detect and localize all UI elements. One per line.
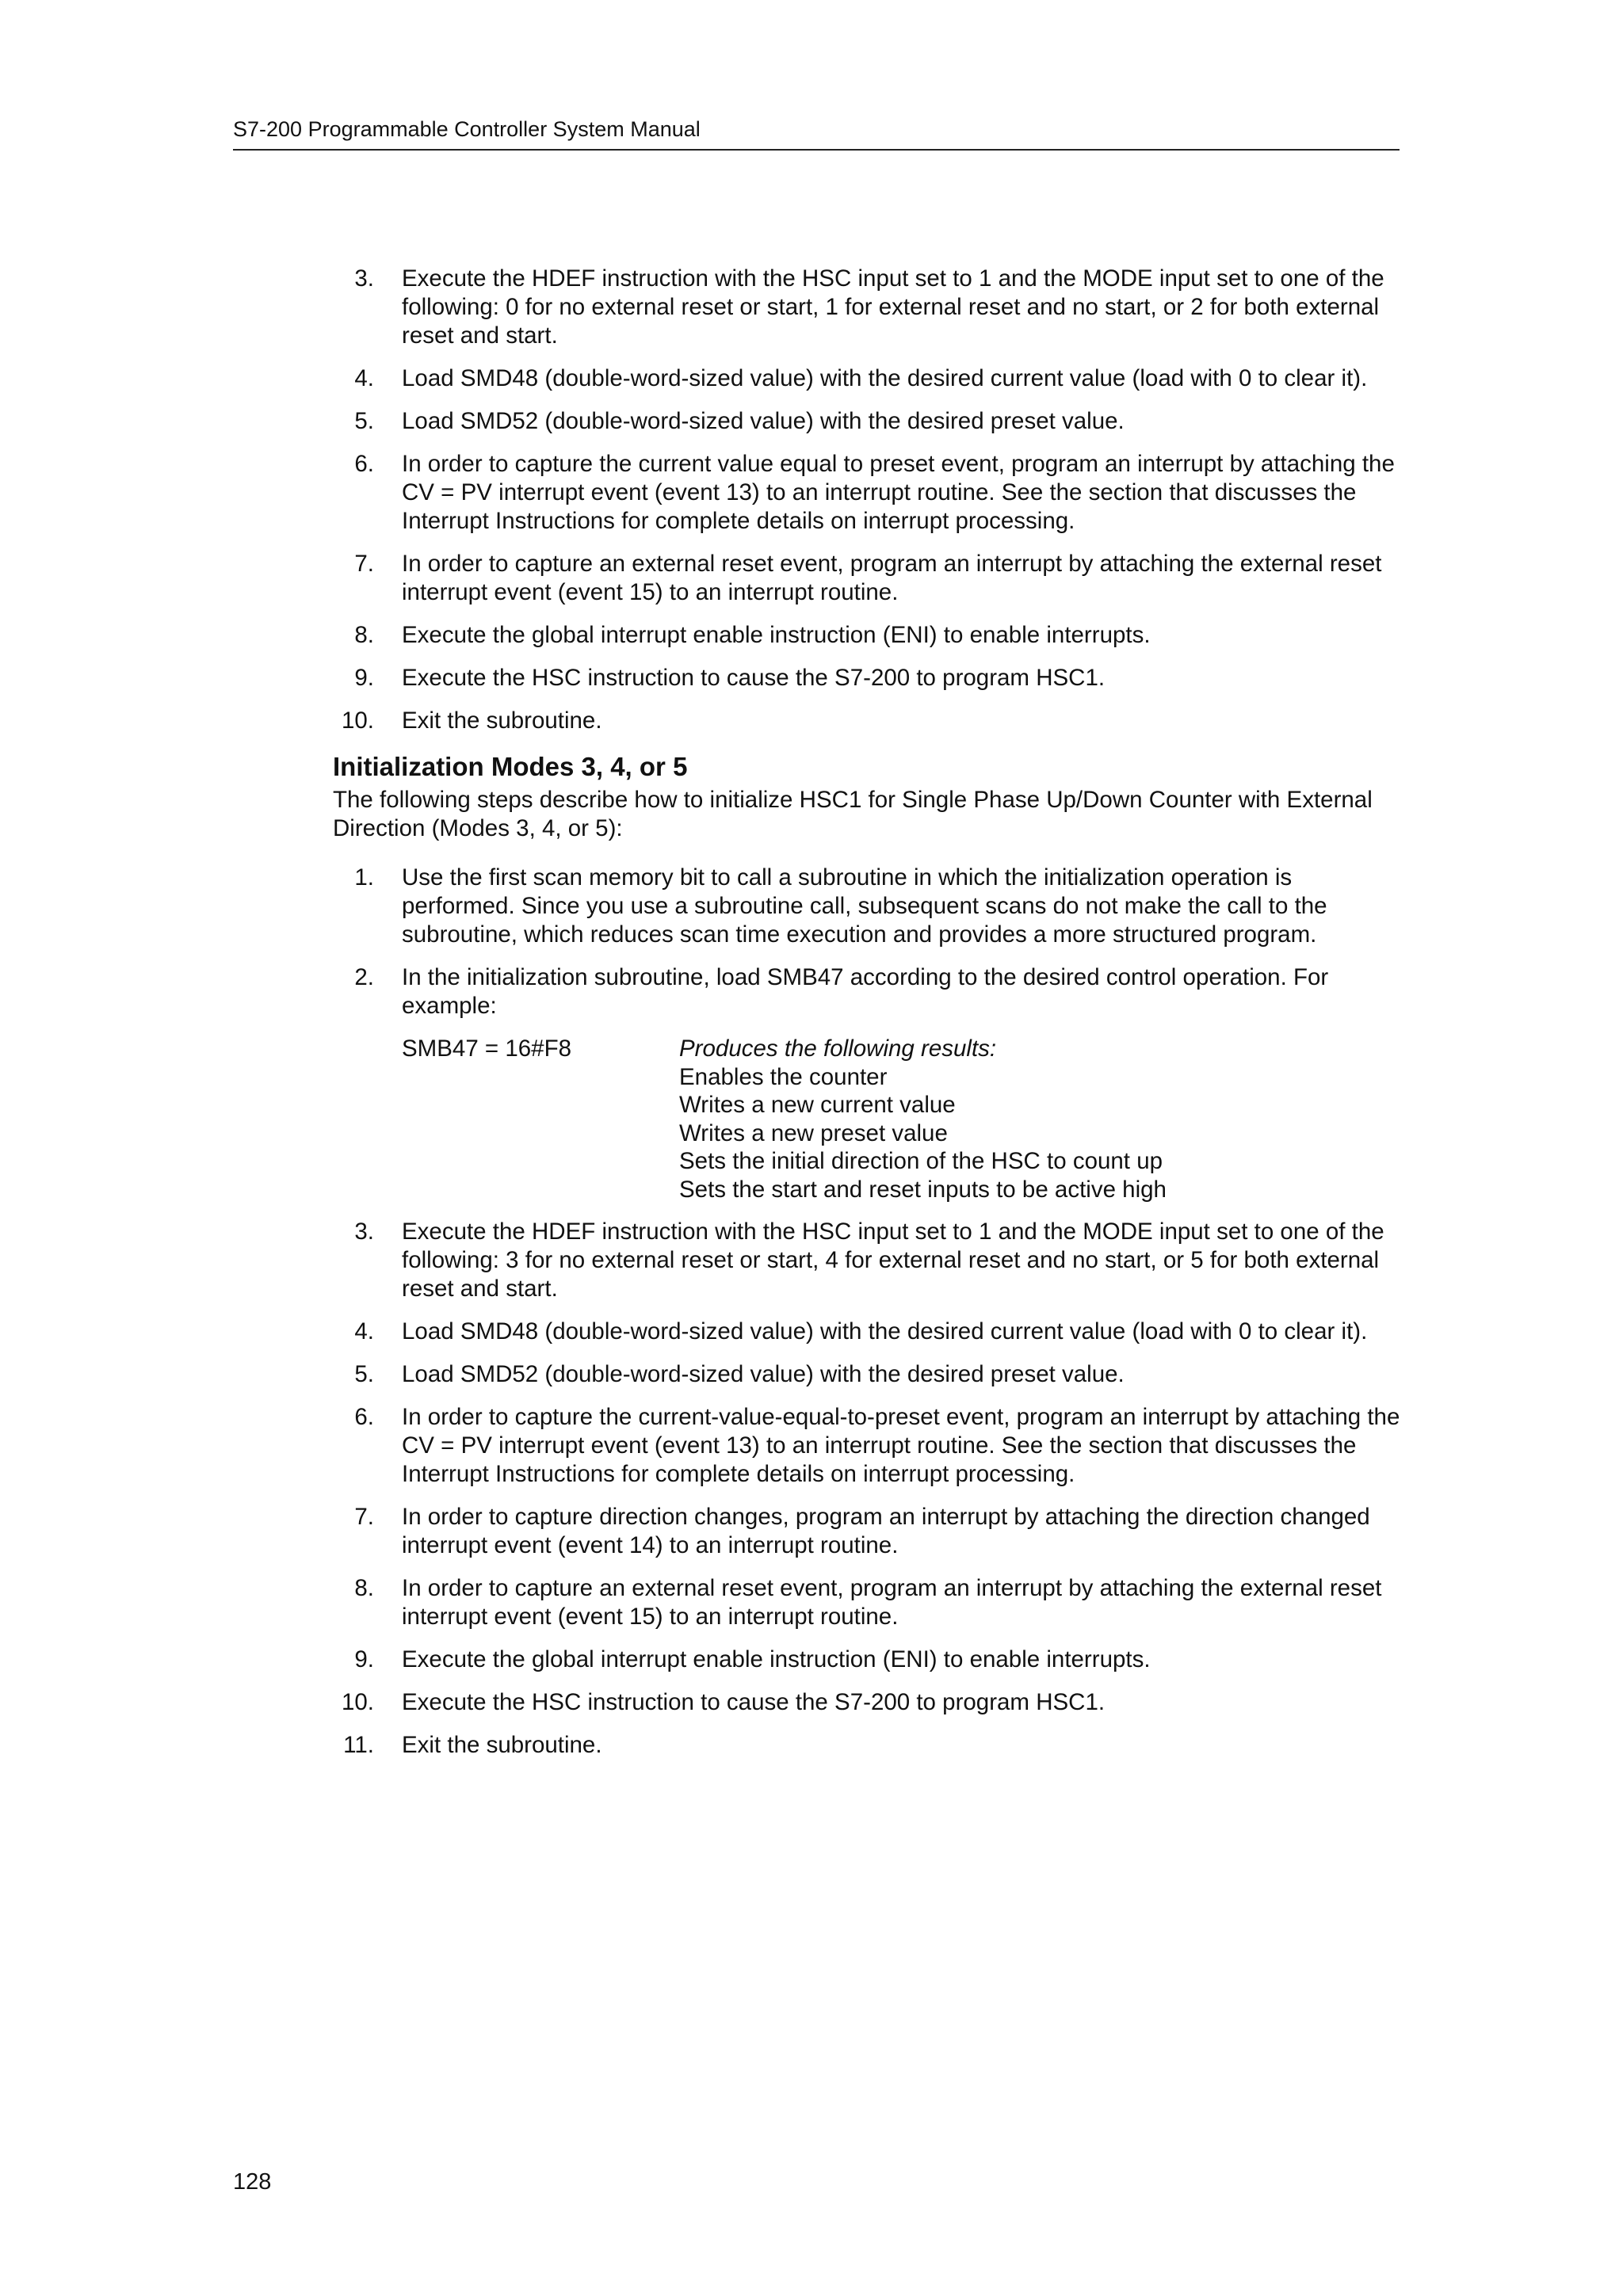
code-example [402,1035,1403,1203]
step-number: 10. [341,1689,374,1715]
result-line: Writes a new current value [679,1092,956,1118]
result-line: Enables the counter [679,1063,888,1090]
step-number: 6. [354,1404,374,1430]
step-number: 3. [354,1219,374,1245]
step-number: 3. [354,265,374,292]
step-number: 9. [354,1646,374,1672]
list-item [333,364,1403,393]
step-text: In order to capture an external reset event, program an interrupt by attaching the external reset interrupt event (event 15) to an interrupt routine. [402,551,1382,605]
list-item [333,1360,1403,1389]
list-item [333,1731,1403,1760]
step-number: 7. [354,551,374,577]
list-item [333,707,1403,735]
step-text: Exit the subroutine. [402,707,602,734]
step-text: Load SMD52 (double-word-sized value) with the desired preset value. [402,408,1125,434]
list-item [333,864,1403,949]
step-number: 2. [354,964,374,990]
step-number: 8. [354,1575,374,1601]
step-text: Execute the HSC instruction to cause the S7-200 to program HSC1. [402,665,1106,691]
running-header: S7-200 Programmable Controller System Manual [233,116,1400,151]
step-text: In order to capture the current-value-equal-to-preset event, program an interrupt by attaching the CV = PV interrupt event (event 13) to an interrupt routine. See the section that discusses the Interrupt Instructions for complete details on interrupt processing. [402,1404,1400,1487]
step-number: 5. [354,408,374,434]
list-item [333,550,1403,607]
step-text: Exit the subroutine. [402,1732,602,1758]
step-number: 10. [341,707,374,734]
step-text: Use the first scan memory bit to call a subroutine in which the initialization operation is performed. Since you use a subroutine call, subsequent scans do not make the call to the subroutine, which reduces scan time execution and provides a more structured program. [402,864,1327,948]
list-item [333,1503,1403,1560]
step-text: Load SMD48 (double-word-sized value) with the desired current value (load with 0 to clear it). [402,365,1368,391]
steps-list-continued [333,265,1403,735]
list-item [333,664,1403,692]
step-number: 5. [354,1361,374,1387]
section-heading: Initialization Modes 3, 4, or 5 [333,752,688,781]
result-line: Sets the initial direction of the HSC to count up [679,1148,1163,1174]
steps-list-init [333,864,1403,1760]
section-intro: The following steps describe how to initialize HSC1 for Single Phase Up/Down Counter with External Direction (Modes 3, 4, or 5): [333,787,1373,841]
list-item [333,450,1403,536]
list-item [333,1403,1403,1489]
step-number: 4. [354,365,374,391]
result-line: Writes a new preset value [679,1119,948,1146]
step-number: 11. [343,1732,374,1758]
step-text: In order to capture an external reset event, program an interrupt by attaching the external reset interrupt event (event 15) to an interrupt routine. [402,1575,1382,1630]
list-item [333,265,1403,350]
list-item [333,1688,1403,1717]
list-item [333,1574,1403,1631]
list-item [333,963,1403,1203]
list-item [333,407,1403,436]
page-content [333,265,1403,1774]
step-number: 7. [354,1504,374,1530]
example-results [679,1035,1167,1203]
step-number: 1. [354,864,374,891]
list-item [333,621,1403,650]
step-text: Execute the HDEF instruction with the HSC input set to 1 and the MODE input set to one of the following: 3 for no external reset or start, 4 for external reset and no start, or 5 for both external reset and start. [402,1219,1384,1302]
page-number: 128 [233,2169,272,2195]
step-text: Execute the HSC instruction to cause the S7-200 to program HSC1. [402,1689,1106,1715]
step-text: In order to capture direction changes, program an interrupt by attaching the direction changed interrupt event (event 14) to an interrupt routine. [402,1504,1370,1558]
result-line: Sets the start and reset inputs to be active high [679,1176,1167,1203]
list-item [333,1646,1403,1674]
step-number: 4. [354,1318,374,1344]
step-text: Execute the global interrupt enable instruction (ENI) to enable interrupts. [402,1646,1151,1672]
step-text: Execute the HDEF instruction with the HSC input set to 1 and the MODE input set to one of the following: 0 for no external reset or start, 1 for external reset and no start, or 2 for both external reset and start. [402,265,1384,349]
step-number: 8. [354,622,374,648]
results-lead: Produces the following results: [679,1035,997,1062]
step-number: 6. [354,451,374,477]
step-text: Execute the global interrupt enable instruction (ENI) to enable interrupts. [402,622,1151,648]
step-text: In order to capture the current value equal to preset event, program an interrupt by attaching the CV = PV interrupt event (event 13) to an interrupt routine. See the section that discusses the Interrupt Instructions for complete details on interrupt processing. [402,451,1395,534]
list-item [333,1218,1403,1303]
step-text: In the initialization subroutine, load SMB47 according to the desired control operation. For example: [402,964,1329,1019]
step-text: Load SMD52 (double-word-sized value) with the desired preset value. [402,1361,1125,1387]
example-code: SMB47 = 16#F8 [402,1035,572,1062]
step-text: Load SMD48 (double-word-sized value) with the desired current value (load with 0 to clear it). [402,1318,1368,1344]
list-item [333,1318,1403,1346]
step-number: 9. [354,665,374,691]
